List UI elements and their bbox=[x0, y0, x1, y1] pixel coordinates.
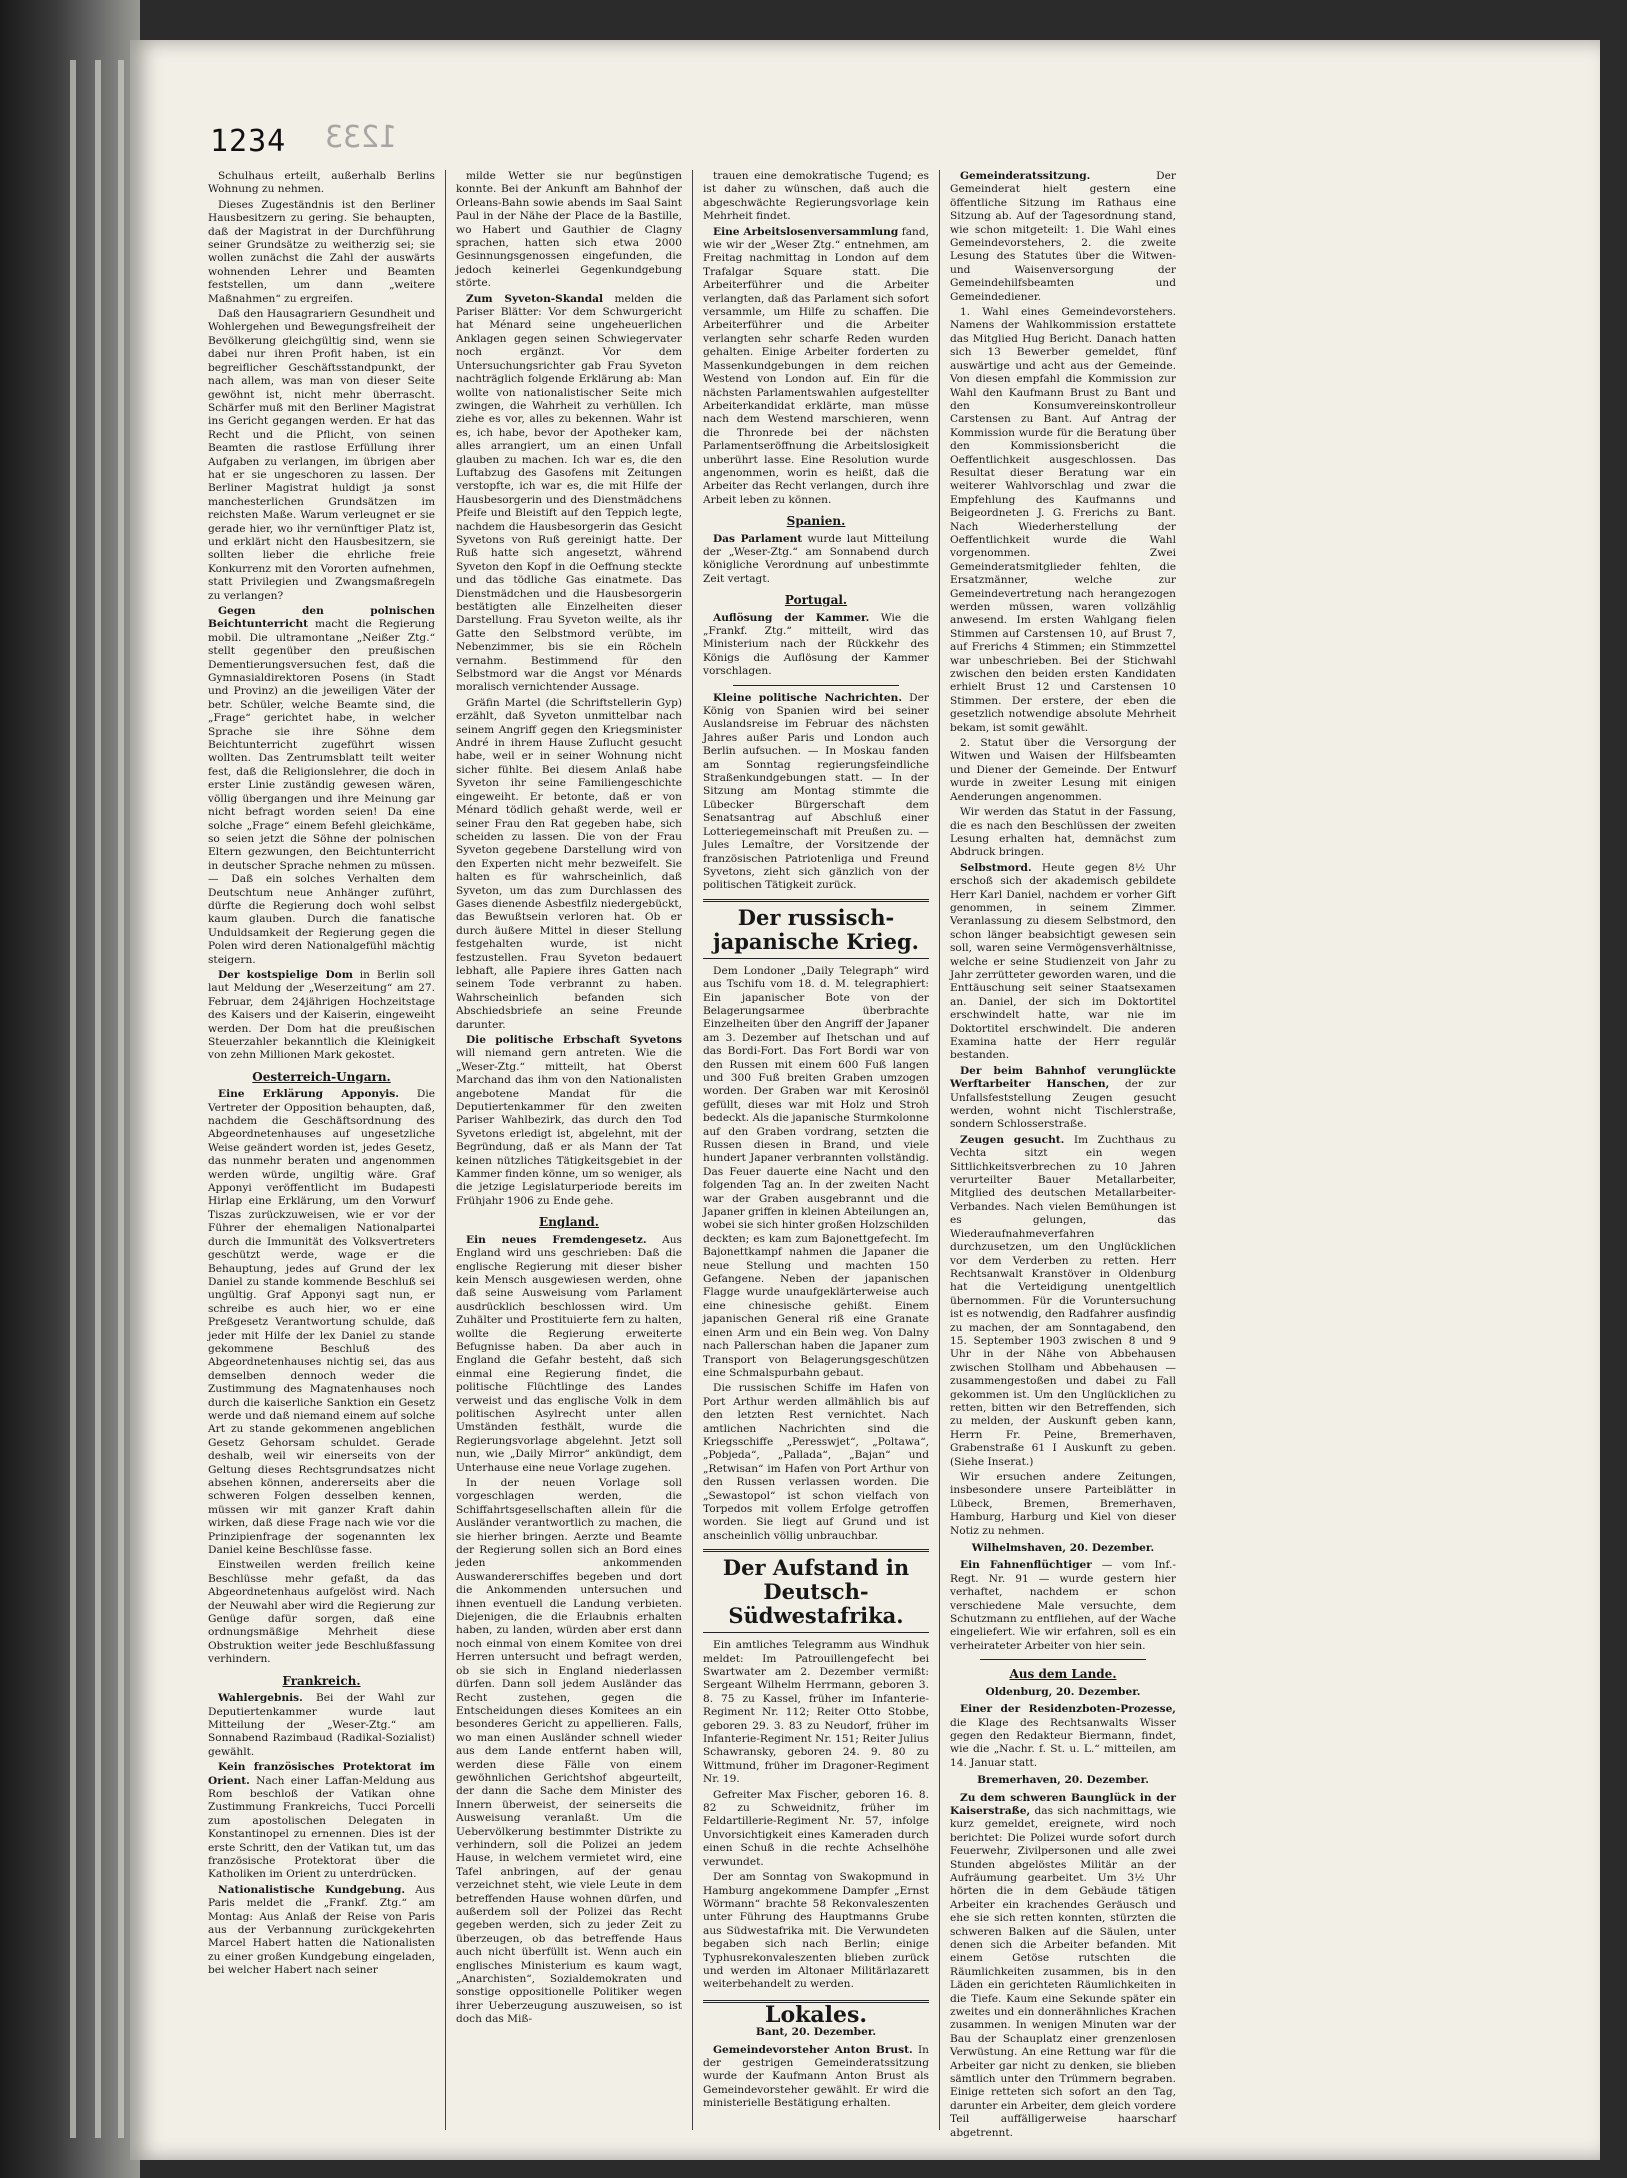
article-headline: Ein Fahnenflüchtiger bbox=[960, 1559, 1092, 1572]
paragraph: Dem Londoner „Daily Telegraph“ wird aus Tschifu vom 18. d. M. telegraphiert: Ein japanischer Bote von der Belagerungsarmee überbrachte Einzelheiten über den Angriff der Japaner am 3. Dezember auf Ihetschan und auf das Bordi-Fort. Das Fort Bordi war von den Russen mit einem 600 Fuß langen und 300 Fuß breiten Graben umzogen worden. Der Graben war mit Kerosinöl gefüllt, dieses war mit Holz und Stroh bedeckt. Als die japanische Sturmkolonne auf den Graben vordrang, setzten die Russen diesen in Brand, und viele hundert Japaner verbrannten vollständig. Das Feuer dauerte eine Nacht und den folgenden Tag an. In der zweiten Nacht war der Graben ausgebrannt und die Japaner griffen in kleinen Abteilungen an, wobei sie sich hinter großen Holzschilden deckten; es kam zum Bajonettgefecht. Im Bajonettkampf nahmen die Japaner die neue Stellung und machten 150 Gefangene. Neben der japanischen Flagge wurde unaufgeklärterweise auch eine chinesische gehißt. Einem japanischen General riß eine Granate einen Arm und ein Bein weg. Von Dalny nach Pallerschan haben die Japaner zum Transport von Belagerungsgeschützen eine Schmalspurbahn gebaut. bbox=[703, 964, 929, 1379]
article-text: fand, wie wir der „Weser Ztg.“ entnehmen, am Freitag nachmittag in London auf dem Trafalgar Square statt. Die Arbeiterführer und die Arbeiter verlangten, daß das Parlament sich sofort versammle, um Hilfe zu schaffen. Die Arbeiterführer und die Arbeiter verlangten sehr scharfe Reden wurden gehalten. Einige Arbeiter forderten zu Massenkundgebungen in dem reichen Westend von London auf. Ein für die nächsten Parlamentswahlen aufgestellter Arbeiterkandidat erklärte, man müsse nach dem Westend marschieren, wenn die Thronrede bei der nächsten Parlamentseröffnung die Arbeitslosigkeit unberührt lasse. Eine Resolution wurde angenommen, worin es heißt, daß die Arbeiter das Recht verlangen, durch ihre Arbeit leben zu können. bbox=[703, 225, 929, 506]
dateline: Bant, 20. Dezember. bbox=[755, 2026, 877, 2039]
article-headline: Wahlergebnis. bbox=[218, 1692, 303, 1705]
paragraph: Der am Sonntag von Swakopmund in Hamburg angekommene Dampfer „Ernst Wörmann“ brachte 58 Rekonvaleszenten unter Führung des Hauptmanns Grube aus Südwestafrika mit. Die Verwundeten begaben sich nach Berlin; einige Typhusrekonvaleszenten blieben zurück und werden im Altonaer Militärlazarett weiterbehandelt zu werden. bbox=[703, 1871, 929, 1991]
article-headline: Zum Syveton-Skandal bbox=[466, 292, 604, 305]
paragraph: milde Wetter sie nur begünstigen konnte. Bei der Ankunft am Bahnhof der Orleans-Bahn sowie abends im Saal Saint Paul in der Nähe der Place de la Bastille, wo Habert und Gauthier de Clagny sprachen, hatten sich etwa 2000 Gesinnungsgenossen eingefunden, die jedoch keinerlei Gegenkundgebung störte. bbox=[456, 170, 682, 290]
article-headline: Eine Erklärung Apponyis. bbox=[218, 1088, 399, 1101]
article-headline: Einer der Residenzboten-Prozesse, bbox=[960, 1703, 1176, 1716]
paragraph: Schulhaus erteilt, außerhalb Berlins Wohnung zu nehmen. bbox=[208, 170, 435, 196]
article bbox=[950, 1559, 1176, 1653]
paragraph: 2. Statut über die Versorgung der Witwen und Waisen der Hilfsbeamten und Diener der Gemeinde. Der Entwurf wurde in zweiter Lesung mit einigen Aenderungen angenommen. bbox=[950, 737, 1176, 803]
article bbox=[950, 1065, 1176, 1132]
article bbox=[208, 1761, 435, 1882]
article-text: Der König von Spanien wird bei seiner Auslandsreise im Februar des nächsten Jahres außer Paris und London auch Berlin aufsuchen. — In Moskau fanden am Sonntag regierungsfeindliche Straßenkundgebungen statt. — In der Sitzung am Montag stimmte die Lübecker Bürgerschaft dem Senatsantrag auf Abschluß einer Lotteriegemeinschaft mit Preußen zu. — Jules Lemaître, der Vorsitzende der französischen Patriotenliga und Freund Syvetons, zieht sich gänzlich von der politischen Tätigkeit zurück. bbox=[703, 691, 929, 892]
article-text: Im Zuchthaus zu Vechta sitzt ein wegen Sittlichkeitsverbrechen zu 10 Jahren verurteilter Bauer Metallarbeiter, Mitglied des deutschen Metallarbeiter-Verbandes. Nach vielen Bemühungen ist es gelungen, das Wiederaufnahmeverfahren durchzusetzen, um den Unglücklichen vor dem Verderben zu retten. Herr Rechtsanwalt Kranstöver in Oldenburg hat die Verteidigung unentgeltlich übernommen. Für die Voruntersuchung ist es notwendig, den Radfahrer ausfindig zu machen, der am Sonntagabend, den 15. September 1903 zwischen 8 und 9 Uhr in der Nähe von Abbehausen zwischen Stollham und Abbehausen — zusammengestoßen und dabei zu Fall gekommen ist. Um den Unglücklichen zu retten, bitten wir den Betreffenden, sich zu melden, der Auskunft geben kann, Herrn Fr. Peine, Bremerhaven, Grabenstraße 61 I Auskunft zu geben. (Siehe Inserat.) bbox=[950, 1133, 1176, 1468]
article bbox=[703, 612, 929, 679]
article-headline: Die politische Erbschaft Syvetons bbox=[466, 1034, 682, 1046]
article bbox=[208, 1088, 435, 1557]
article-text: Die Vertreter der Opposition behaupten, daß, nachdem die Geschäftsordnung des Abgeordnetenhauses auf ungesetzliche Weise geändert worden ist, jedes Gesetz, das nunmehr beraten und angenommen werden würde, ungiltig wäre. Graf Apponyi veröffentlicht im Budapesti Hirlap eine Erklärung, um den Vorwurf Tiszas zurückzuweisen, wie er vor der Führer der ehemaligen Nationalpartei durch die Immunität des Volksvertreters geschützt werde, wage er die Behauptung, jedes auf Grund der lex Daniel zu stande kommende Beschluß sei ungültig. Graf Apponyi sagt nun, er schreibe es auch hier, wo er eine Preßgesetz Verantwortung schulde, daß jeder mit Hilfe der lex Daniel zu stande gekommene Beschluß des Abgeordnetenhauses nichtig sei, das aus demselben dennoch weder die Zustimmung des Magnatenhauses noch durch die kaiserliche Sanktion ein Gesetz werde und daß niemand einem auf solche Art zu stande gekommenen angeblichen Gesetz Gehorsam schuldet. Gerade deshalb, weil wir einerseits von der Geltung dieses Rechtsgrundsatzes nicht absehen können, andererseits aber die schweren Folgen desselben kennen, müssen wir mit ganzer Kraft dahin wirken, daß diese Frage nach wie vor die Prinzipienfrage der sogenannten lex Daniel keine Beschlüsse fasse. bbox=[208, 1088, 435, 1557]
article-text: melden die Pariser Blätter: Vor dem Schwurgericht hat Ménard seine ungeheuerlichen Anklagen gegen seinen Schwiegervater noch ergänzt. Vor dem Untersuchungsrichter gab Frau Syveton nachträglich folgende Erklärung ab: Man wollte von nationalistischer Seite mich zwingen, die Wahrheit zu verhüllen. Ich ziehe es vor, alles zu bekennen. Wahr ist es, ich habe, bevor der Apotheker kam, alles arrangiert, um an einen Unfall glauben zu machen. Ich war es, die den Luftabzug des Gasofens mit Zeitungen verstopfte, ich war es, die mit Hilfe der Hausbesorgerin und des Dienstmädchens Pfeife und Bleistift auf den Teppich legte, nachdem die Hausbesorgerin das Gesicht Syvetons von Ruß gereinigt hatte. Der Ruß hatte sich angesetzt, während Syveton den Kopf in die Oeffnung steckte und das tödliche Gas einatmete. Das Dienstmädchen und die Hausbesorgerin bestätigten alle Einzelheiten dieser Darstellung. Frau Syveton weilte, als ihr Gatte den Selbstmord verübte, im Nebenzimmer, bis sie ein Röcheln vernahm. Bestimmend für den Selbstmord war die Angst vor Ménards moralisch vernichtender Aussage. bbox=[456, 292, 682, 694]
book-binding bbox=[0, 0, 140, 2178]
article bbox=[703, 533, 929, 587]
article-headline: Gemeindevorsteher Anton Brust. bbox=[713, 2043, 913, 2056]
article bbox=[208, 969, 435, 1063]
article-text: Der Gemeinderat hielt gestern eine öffentliche Sitzung im Rathaus eine Sitzung ab. Auf der Tagesordnung stand, wie schon mitgeteilt: 1. Die Wahl eines Gemeindevorstehers, 2. die zweite Lesung des Statutes über die Witwen- und Waisenversorgung der Gemeindehilfsbeamten und Gemeindediener. bbox=[950, 170, 1176, 303]
divider bbox=[733, 685, 899, 686]
article bbox=[950, 1792, 1176, 2141]
article bbox=[456, 1034, 682, 1208]
article-text: Aus England wird uns geschrieben: Daß die englische Regierung mit dieser bisher kein Mensch ausgewiesen werden, ohne daß seine Ausweisung vom Parlament ausdrücklich beschlossen wird. Um Zuhälter und Prostituierte fern zu halten, wollte die Regierung erweiterte Befugnisse haben. Da aber auch in England die Gefahr besteht, daß sich einmal eine Regierung findet, die politische Flüchtlinge des Landes verweist und das englische Volk in dem politischen Asylrecht unter allen Umständen festhält, wurde die Regierungsvorlage abgelehnt. Jetzt soll nun, wie „Daily Mirror“ ankündigt, dem Unterhause eine neue Vorlage zugehen. bbox=[456, 1233, 682, 1474]
paragraph: Dieses Zugeständnis ist den Berliner Hausbesitzern zu gering. Sie behaupten, daß der Magistrat in der Durchführung seiner Grundsätze zu weitherzig sei; sie wollen zunächst die Zahl der auswärts wohnenden Lehrer und Beamten feststellen, um dann „weitere Maßnahmen“ zu ergreifen. bbox=[208, 198, 435, 305]
article bbox=[703, 692, 929, 893]
article bbox=[208, 1884, 435, 1978]
paragraph: Ein amtliches Telegramm aus Windhuk meldet: Im Patrouillengefecht bei Swartwater am 2. Dezember vermißt: Sergeant Wilhelm Herrmann, geboren 3. 8. 75 zu Kassel, früher im Infanterie-Regiment Nr. 112; Reiter Otto Stobbe, geboren 29. 3. 83 zu Neudorf, früher im Infanterie-Regiment Nr. 151; Reiter Julius Schawransky, geboren 24. 9. 80 zu Wittmund, früher im Dragoner-Regiment Nr. 19. bbox=[703, 1639, 929, 1786]
article-headline: Kleine politische Nachrichten. bbox=[713, 691, 903, 704]
section-heading: Spanien. bbox=[786, 514, 846, 529]
article-text: In der gestrigen Gemeinderatssitzung wurde der Kaufmann Anton Brust als Gemeindevorsteher gewählt. Er wird die ministerielle Bestätigung erhalten. bbox=[703, 2043, 929, 2110]
column-3 bbox=[692, 170, 939, 2130]
divider bbox=[980, 1659, 1146, 1660]
article bbox=[703, 2044, 929, 2111]
section-heading: Oesterreich-Ungarn. bbox=[252, 1069, 391, 1084]
article bbox=[950, 1134, 1176, 1469]
section-heading: Frankreich. bbox=[282, 1673, 361, 1688]
article bbox=[950, 170, 1176, 304]
article-headline: Ein neues Fremdengesetz. bbox=[466, 1233, 647, 1246]
newspaper-page bbox=[130, 40, 1600, 2160]
article-text: der zur Unfallsfeststellung Zeugen gesucht werden, wohnt nicht Tischlerstraße, sondern Schlosserstraße. bbox=[950, 1078, 1176, 1131]
column-2 bbox=[445, 170, 692, 2130]
section-heading: Aus dem Lande. bbox=[1009, 1667, 1117, 1682]
article-headline: Selbstmord. bbox=[960, 861, 1032, 874]
article bbox=[456, 293, 682, 695]
dateline: Oldenburg, 20. Dezember. bbox=[985, 1685, 1141, 1698]
paragraph: Wir werden das Statut in der Fassung, die es nach den Beschlüssen der zweiten Lesung erhalten hat, demnächst zum Abdruck bringen. bbox=[950, 806, 1176, 859]
article-headline: Der kostspielige Dom bbox=[218, 968, 353, 981]
column-1 bbox=[198, 170, 445, 2130]
major-headline: Der Aufstand in Deutsch-Südwestafrika. bbox=[703, 1549, 929, 1633]
article-text: die Klage des Rechtsanwalts Wisser gegen den Redakteur Biermann, findet, wie die „Nachr. f. St. u. L.“ mitteilen, am 14. Januar statt. bbox=[950, 1716, 1176, 1769]
major-headline: Der russisch-japanische Krieg. bbox=[703, 899, 929, 959]
text-columns bbox=[198, 170, 1588, 2139]
dateline: Wilhelmshaven, 20. Dezember. bbox=[971, 1542, 1155, 1555]
article-headline: Auflösung der Kammer. bbox=[713, 611, 870, 624]
article-headline: Zeugen gesucht. bbox=[960, 1133, 1065, 1146]
page-edge bbox=[118, 60, 124, 2138]
article-headline: Zu dem schweren Baunglück in der Kaiserstraße, bbox=[950, 1791, 1176, 1817]
article bbox=[456, 1234, 682, 1475]
paragraph: Einstweilen werden freilich keine Beschlüsse mehr gefaßt, da das Abgeordnetenhaus aufgelöst wird. Nach der Neuwahl aber wird die Regierung zur Genüge dafür sorgen, daß eine ordnungsmäßige Mehrheit diese Obstruktion weiter jede Beschlußfassung verhindern. bbox=[208, 1559, 435, 1666]
article-text: Bei der Wahl zur Deputiertenkammer wurde laut Mitteilung der „Weser-Ztg.“ am Sonnabend Razimbaud (Radikal-Sozialist) gewählt. bbox=[208, 1692, 436, 1758]
article-headline: Das Parlament bbox=[713, 532, 803, 545]
article bbox=[208, 605, 435, 967]
section-heading: Portugal. bbox=[784, 593, 848, 608]
article-text: will niemand gern antreten. Wie die „Weser-Ztg.“ mitteilt, hat Oberst Marchand das ihm von den Nationalisten angebotene Mandat für die Deputiertenkammer für den zweiten Pariser Wahlbezirk, das durch den Tod Syvetons erledigt ist, abgelehnt, mit der Begründung, daß er als Mann der Tat keinen nützliches Tätigkeitsgebiet in der Kammer finden könne, um so weniger, als die jetzige Legislaturperiode bereits im Frühjahr 1906 zu Ende gehe. bbox=[456, 1047, 682, 1207]
dateline: Bremerhaven, 20. Dezember. bbox=[977, 1774, 1149, 1787]
article-headline: Gemeinderatssitzung. bbox=[960, 170, 1091, 182]
article-text: macht die Regierung mobil. Die ultramontane „Neißer Ztg.“ stellt gegenüber den preußischen Dementierungsversuchen fest, daß die Gymnasialdirektoren Posens (in Stadt und Provinz) an die jeweiligen Väter der betr. Schüler, welche Beamte sind, die „Frage“ gerichtet habe, in welcher Sprache sie ihre Söhne dem Beichtunterricht zugeführt wissen wollten. Das Zentrumsblatt teilt weiter fest, daß die Religionslehrer, die doch in erster Linie zuständig gewesen wären, völlig übergangen und ihre Meinung gar nicht befragt worden seien! Da eine solche „Frage“ einem Befehl gleichkäme, so seien jetzt die Söhne der polnischen Eltern gezwungen, den Beichtunterricht in deutscher Sprache nehmen zu müssen. — Daß ein solches Verhalten dem Deutschtum neue Anhänger zuführt, dürfte die Regierung doch wohl selbst kaum glauben. Durch die fanatische Unduldsamkeit der Regierung gegen die Polen wird deren Nationalgefühl mächtig steigern. bbox=[208, 618, 435, 966]
article-headline: Kein französisches Protektorat im Orient. bbox=[208, 1761, 435, 1787]
article-text: in Berlin soll laut Meldung der „Weserzeitung“ am 27. Februar, dem 24jährigen Hochzeitstage des Kaisers und der Kaiserin, eingeweiht werden. Der Dom hat die preußischen Steuerzahler bekanntlich die Kleinigkeit von zehn Millionen Mark gekostet. bbox=[208, 968, 435, 1062]
article bbox=[950, 1703, 1176, 1770]
article-headline: Nationalistische Kundgebung. bbox=[218, 1883, 406, 1896]
paragraph: Gefreiter Max Fischer, geboren 16. 8. 82 zu Schweidnitz, früher im Feldartillerie-Regiment Nr. 57, infolge Unvorsichtigkeit eines Kameraden durch einen Schuß in die rechte Achselhöhe verwundet. bbox=[703, 1788, 929, 1868]
section-masthead: Lokales. bbox=[703, 2000, 929, 2022]
page-edge bbox=[70, 60, 76, 2138]
article-text: Nach einer Laffan-Meldung aus Rom beschloß der Vatikan ohne Zustimmung Frankreichs, Tucci Porcelli zum apostolischen Delegaten in Konstantinopel zu ernennen. Dies ist der erste Schritt, den der Vatikan tut, um das französische Protektorat über die Katholiken im Orient zu unterdrücken. bbox=[208, 1774, 435, 1881]
column-4 bbox=[939, 170, 1186, 2139]
article-headline: Eine Arbeitslosenversammlung bbox=[713, 225, 899, 238]
section-heading: England. bbox=[539, 1215, 599, 1230]
article bbox=[950, 862, 1176, 1063]
page-edge bbox=[95, 60, 101, 2138]
paragraph: Daß den Hausagrariern Gesundheit und Wohlergehen und Bewegungsfreiheit der Bevölkerung gleichgültig sind, wenn sie dabei nur ihren Profit haben, ist ein begreiflicher Geschäftsstandpunkt, der nach allem, was man von dieser Seite gewöhnt ist, nicht mehr überrascht. Schärfer muß mit den Berliner Magistrat ins Gericht gegangen werden. Er hat das Recht und die Pflicht, von seinen Beamten die rastlose Erfüllung ihrer Aufgaben zu verlangen, im übrigen aber hat er sie ungeschoren zu lassen. Der Berliner Magistrat huldigt ja sonst manchesterlichen Grundsätzen im reichsten Maße. Warum verleugnet er sie gerade hier, wo ihr vernünftiger Platz ist, und erklärt nicht den Hausbesitzern, sie sollten lieber die ehrliche freie Konkurrenz mit den Vororten aufnehmen, statt Privilegien und Zwangsmaßregeln zu verlangen? bbox=[208, 308, 435, 602]
paragraph: trauen eine demokratische Tugend; es ist daher zu wünschen, daß auch die abgeschwächte Regierungsvorlage kein Mehrheit findet. bbox=[703, 170, 929, 223]
article-headline: Gegen den polnischen Beichtunterricht bbox=[208, 605, 435, 631]
paragraph: Gräfin Martel (die Schriftstellerin Gyp) erzählt, daß Syveton unmittelbar nach seinem Angriff gegen den Kriegsminister André in ihrem Hause Zuflucht gesucht habe, weil er in seiner Wohnung nicht sicher fühlte. Bei diesem Anlaß habe Syveton ihr seine Familiengeschichte eingeweiht. Er betonte, daß er von Ménard tödlich gehaßt werde, weil er seiner Frau den Rat gegeben habe, sich scheiden zu lassen. Die von der Frau Syveton gegebene Darstellung wird von den Experten nicht mehr bezweifelt. Sie halten es für wahrscheinlich, daß Syveton, um das zum Durchlassen des Gases dienende Asbestfilz niedergebückt, das Bewußtsein verloren hat. Ob er durch äußere Mittel in dieser Stellung festgehalten wurde, ist nicht festzustellen. Frau Syveton bedauert lebhaft, alle Papiere ihres Gatten nach seinem Tode verbrannt zu haben. Wahrscheinlich befanden sich Abschiedsbriefe an seine Freunde darunter. bbox=[456, 696, 682, 1031]
page-number: 1234 bbox=[210, 124, 287, 159]
article-headline: Der beim Bahnhof verunglückte Werftarbeiter Hanschen, bbox=[950, 1064, 1176, 1091]
article-text: Aus Paris meldet die „Frankf. Ztg.“ am Montag: Aus Anlaß der Reise von Paris aus der Verbannung zurückgekehrten Marcel Habert hatten die Nationalisten zu einer großen Kundgebung eingeladen, bei welcher Habert nach seiner bbox=[208, 1883, 435, 1977]
article-text: wurde laut Mitteilung der „Weser-Ztg.“ am Sonnabend durch königliche Verordnung auf unbestimmte Zeit vertagt. bbox=[703, 532, 930, 585]
paragraph: Wir ersuchen andere Zeitungen, insbesondere unsere Parteiblätter in Lübeck, Bremen, Bremerhaven, Hamburg, Harburg und Kiel von dieser Notiz zu nehmen. bbox=[950, 1471, 1176, 1537]
article-text: das sich nachmittags, wie kurz gemeldet, ereignete, wird noch berichtet: Die Polizei wurde sofort durch Feuerwehr, Zivilpersonen und alle zwei Stunden abgelöstes Militär an der Aufräumung gearbeitet. Um 3½ Uhr hörten die in dem Gebäude tätigen Arbeiter ein krachendes Geräusch und ehe sie sich retten konnten, stürzten die schweren Balken auf die Säulen, unter denen sich die Arbeiter befanden. Mit einem Getöse rutschten die Räumlichkeiten zusammen, bis in den Läden ein gerichteten Räumlichkeiten in die Tiefe. Kaum eine Sekunde später ein zweites und ein donnerähnliches Krachen zusammen. In wenigen Minuten war der Bau der Schauplatz einer grenzenlosen Verwüstung. An eine Rettung war für die Arbeiter gar nicht zu denken, sie blieben sämtlich unter den Trümmern begraben. Einige retteten sich sofort an den Tag, darunter ein Arbeiter, dem gleich vordere Teil auffälligerweise haarscharf abgetrennt. bbox=[950, 1804, 1176, 2139]
article-text: — vom Inf.-Regt. Nr. 91 — wurde gestern hier verhaftet, nachdem er schon verschiedene Male versuchte, dem Schutzmann zu entfliehen, auf der Wache eingeliefert. Wie wir erfahren, soll es ein verheirateter Arbeiter von hier sein. bbox=[950, 1559, 1176, 1652]
article bbox=[703, 226, 929, 508]
page-number-ghost: 1233 bbox=[325, 120, 398, 155]
paragraph: Die russischen Schiffe im Hafen von Port Arthur werden allmählich bis auf den letzten Rest vernichtet. Nach amtlichen Nachrichten sind die Kriegsschiffe „Peresswjet“, „Poltawa“, „Pobjeda“, „Pallada“, „Bajan“ und „Retwisan“ im Hafen von Port Arthur von den Russen verlassen worden. Die „Sewastopol“ ist schon vielfach von Torpedos mit vollem Erfolge getroffen worden. Sie liegt auf Grund und ist anscheinlich völlig unbrauchbar. bbox=[703, 1382, 929, 1542]
article bbox=[208, 1692, 435, 1759]
paragraph: In der neuen Vorlage soll vorgeschlagen werden, die Schiffahrtsgesellschaften allein für die Ausländer verantwortlich zu machen, die sie hierher bringen. Aerzte und Beamte der Regierung sollen sich an Bord eines jeden ankommenden Auswandererschiffes begeben und dort die Ankommenden untersuchen und ihnen eventuell die Landung verbieten. Diejenigen, die die Erlaubnis erhalten haben, zu landen, würden aber erst dann noch einmal von einem Komitee von drei Herren untersucht und befragt werden, ob sie sich in England niederlassen dürfen. Dann soll jedem Ausländer das Recht zustehen, gegen die Entscheidungen dieses Komitees an ein besonderes Gericht zu appellieren. Falls, wo man einen Ausländer schnell wieder aus dem Lande entfernt haben will, werden diese Fälle von einem gewöhnlichen Gerichtshof abgeurteilt, der dann die Sache dem Minister des Innern überweist, der seinerseits die Ausweisung veranlaßt. Um die Uebervölkerung bestimmter Distrikte zu verhindern, soll die Polizei an jedem Hause, in welchem vermietet wird, eine Tafel anbringen, auf der genau verzeichnet steht, wie viele Leute in dem betreffenden Hause wohnen dürfen, und außerdem soll der Polizei das Recht gegeben werden, sich zu jeder Zeit zu überzeugen, ob das betreffende Haus auch nicht überfüllt ist. Wenn auch ein englisches Ministerium es kaum wagt, „Anarchisten“, Sozialdemokraten und sonstige oppositionelle Politiker wegen ihrer Ueberzeugung auszuweisen, so ist doch das Miß- bbox=[456, 1477, 682, 2026]
paragraph: 1. Wahl eines Gemeindevorstehers. Namens der Wahlkommission erstattete das Mitglied Hug Bericht. Danach hatten sich 13 Bewerber gemeldet, fünf auswärtige und acht aus der Gemeinde. Von diesen empfahl die Kommission zur Wahl den Kaufmann Brust zu Bant und den Konsumvereinskontrolleur Carstensen zu Bant. Auf Antrag der Kommission wurde für die Beratung über den Kommissionsbericht die Oeffentlichkeit ausgeschlossen. Das Resultat dieser Beratung war ein weiterer Wahlvorschlag und zwar die Empfehlung des Kaufmanns und Beigeordneten J. G. Frerichs zu Bant. Nach Wiederherstellung der Oeffentlichkeit wurde die Wahl vorgenommen. Zwei Gemeinderatsmitglieder fehlten, die Ersatzmänner, welche zur Gemeindevertretung nach herangezogen werden müssen, waren vollzählig anwesend. Im ersten Wahlgang fielen Stimmen auf Carstensen 10, auf Brust 7, auf Frerichs 4 Stimmen; ein Stimmzettel war unbeschrieben. Bei der Stichwahl zwischen den beiden ersten Kandidaten erhielt Brust 12 und Carstensen 10 Stimmen. Der erstere, der eben die gesetzlich notwendige absolute Mehrheit bekam, ist somit gewählt. bbox=[950, 306, 1176, 734]
article-text: Heute gegen 8½ Uhr erschoß sich der akademisch gebildete Herr Karl Daniel, nachdem er vorher Gift genommen, in seinem Zimmer. Veranlassung zu diesem Selbstmord, den schon länger beabsichtigt gewesen sein soll, waren seine Vermögensverhältnisse, welche er seine Studienzeit von Jahr zu Jahr zerrütteter geworden waren, und die Enttäuschung seit seiner Staatsexamen an. Daniel, der sich im Doktortitel erschwindelt hatte, war nie im Doktortitel erschwindelt. Die anderen Examina hatte der Herr regulär bestanden. bbox=[950, 861, 1176, 1062]
article-text: Wie die „Frankf. Ztg.“ mitteilt, wird das Ministerium nach der Rückkehr des Königs die Auflösung der Kammer vorschlagen. bbox=[703, 611, 930, 678]
